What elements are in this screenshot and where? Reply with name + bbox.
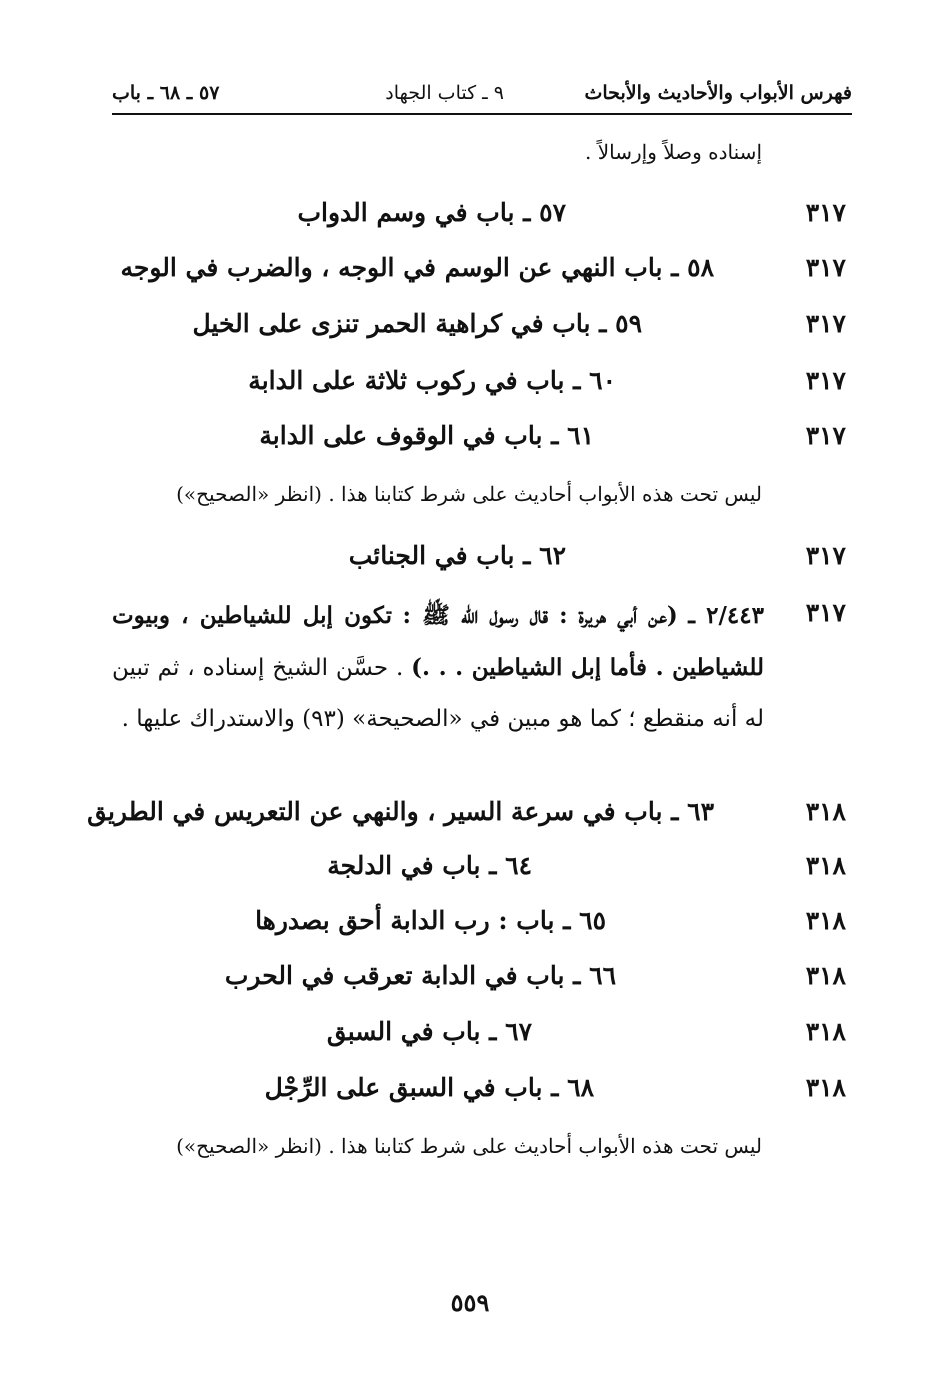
entry-page: ٣١٧ — [805, 198, 846, 227]
entry-title: ٦٧ ـ باب في السبق — [326, 1017, 532, 1046]
entry-title: ٦٦ ـ باب في الدابة تعرقب في الحرب — [224, 961, 616, 990]
no-hadith-note: ليس تحت هذه الأبواب أحاديث على شرط كتابنا هذا . (انظر «الصحيح») — [176, 482, 762, 506]
header-divider — [112, 113, 852, 115]
index-entry — [87, 797, 852, 837]
entry-title: ٦٢ ـ باب في الجنائب — [348, 541, 566, 570]
entry-page: ٣١٧ — [805, 253, 846, 282]
continuation-text: إسناده وصلاً وإرسالاً . — [585, 140, 762, 164]
hadith-text — [112, 590, 764, 745]
running-header — [112, 78, 852, 112]
index-entry — [112, 906, 852, 946]
entry-page: ٣١٨ — [805, 797, 846, 826]
entry-page: ٣١٧ — [805, 366, 846, 395]
index-entry — [112, 851, 852, 891]
entry-title: ٦٣ ـ باب في سرعة السير ، والنهي عن التعريس في الطريق — [87, 797, 714, 826]
entry-page: ٣١٨ — [805, 851, 846, 880]
hadith-page: ٣١٧ — [805, 598, 846, 627]
entry-page: ٣١٧ — [805, 421, 846, 450]
index-entry — [112, 1073, 852, 1113]
index-entry — [112, 421, 852, 461]
hadith-number: ٢/٤٤٣ ـ — [688, 602, 764, 629]
hadith-commentary: . حسَّن الشيخ إسناده ، ثم تبين له أنه منقطع ؛ كما هو مبين في «الصحيحة» (٩٣) والاستدراك عليها . — [112, 655, 764, 732]
index-entry — [112, 198, 852, 238]
hadith-intro: (عن أبي هريرة : قال رسول الله ﷺ : — [402, 602, 678, 629]
entry-page: ٣١٧ — [805, 309, 846, 338]
entry-title: ٥٩ ـ باب في كراهية الحمر تنزى على الخيل — [192, 309, 642, 338]
index-entry — [112, 309, 852, 349]
index-entry — [112, 1017, 852, 1057]
header-chapter-range: ٥٧ ـ ٦٨ ـ باب — [112, 82, 220, 104]
index-entry — [112, 253, 852, 293]
hadith-entry — [112, 590, 852, 790]
page-number: ٥٥٩ — [450, 1288, 490, 1317]
header-index-title: فهرس الأبواب والأحاديث والأبحاث — [584, 82, 852, 104]
entry-title: ٦٨ ـ باب في السبق على الرِّجْل — [264, 1073, 594, 1102]
entry-title: ٥٨ ـ باب النهي عن الوسم في الوجه ، والضرب في الوجه — [120, 253, 714, 282]
entry-page: ٣١٨ — [805, 906, 846, 935]
no-hadith-note: ليس تحت هذه الأبواب أحاديث على شرط كتابنا هذا . (انظر «الصحيح») — [176, 1134, 762, 1158]
header-book-title: ٩ ـ كتاب الجهاد — [385, 82, 504, 104]
entry-title: ٦٤ ـ باب في الدلجة — [327, 851, 532, 880]
entry-page: ٣١٨ — [805, 961, 846, 990]
index-entry — [112, 366, 852, 406]
entry-title: ٦٠ ـ باب في ركوب ثلاثة على الدابة — [248, 366, 616, 395]
entry-title: ٥٧ ـ باب في وسم الدواب — [297, 198, 566, 227]
hadith-matn: تكون إبل للشياطين ، وبيوت للشياطين . فأما إبل الشياطين . . .) — [112, 602, 765, 681]
index-entry — [112, 541, 852, 581]
entry-page: ٣١٨ — [805, 1073, 846, 1102]
entry-title: ٦٥ ـ باب : رب الدابة أحق بصدرها — [255, 906, 606, 935]
entry-title: ٦١ ـ باب في الوقوف على الدابة — [259, 421, 594, 450]
entry-page: ٣١٨ — [805, 1017, 846, 1046]
index-entry — [112, 961, 852, 1001]
entry-page: ٣١٧ — [805, 541, 846, 570]
